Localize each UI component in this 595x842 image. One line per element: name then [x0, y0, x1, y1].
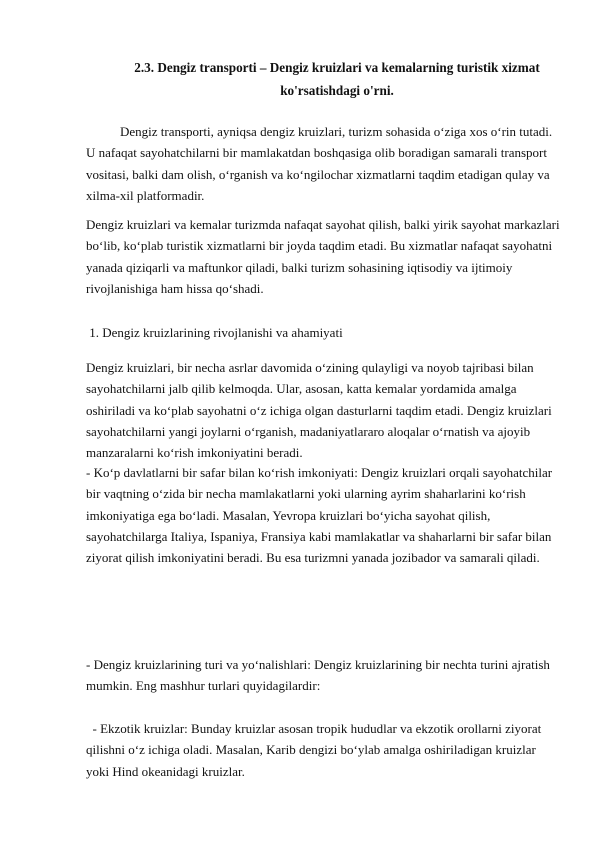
subsection-heading: 1. Dengiz kruizlarining rivojlanishi va ahamiyati	[86, 325, 343, 340]
development-paragraph: Dengiz kruizlari, bir necha asrlar davomida o‘zining qulayligi va noyob tajribasi bilan sayohatchilarni jalb qilib kelmoqda. Ular, asosan, katta kemalar yordamida amalga oshiriladi va ko‘plab sayohatni o‘z ichiga olgan dasturlarni taqdim etadi. Dengiz kruizlari sayohatchilarni yangi joylarni o‘rganish, madaniyatlararo aloqalar o‘rnatish va ajoyib manzaralarni ko‘rish imkoniyatini beradi.	[86, 360, 552, 461]
exotic-cruises-paragraph: - Ekzotik kruizlar: Bunday kruizlar asosan tropik hududlar va ekzotik orollarni ziyorat qilishni o‘z ichiga oladi. Masalan, Karib dengizi bo‘ylab amalga oshiriladigan kruizlar yoki Hind okeanidagi kruizlar.	[86, 721, 545, 779]
types-paragraph: - Dengiz kruizlarining turi va yo‘nalishlari: Dengiz kruizlarining bir nechta turini ajratish mumkin. Eng mashhur turlari quyidagilardir:	[86, 657, 550, 694]
section-title: 2.3. Dengiz transporti – Dengiz kruizlari va kemalarning turistik xizmat ko'rsatishdagi o'rni.	[134, 60, 540, 98]
kruiz-services-paragraph: Dengiz kruizlari va kemalar turizmda nafaqat sayohat qilish, balki yirik sayohat markazlari bo‘lib, ko‘plab turistik xizmatlarni bir joyda taqdim etadi. Bu xizmatlar nafaqat sayohatni yanada qiziqarli va maftunkor qiladi, balki turizm sohasining iqtisodiy va ijtimoiy rivojlanishiga ham hissa qo‘shadi.	[86, 217, 560, 296]
intro-paragraph: Dengiz transporti, ayniqsa dengiz kruizlari, turizm sohasida o‘ziga xos o‘rin tutadi. U nafaqat sayohatchilarni bir mamlakatdan boshqasiga olib boradigan samarali transport vositasi, balki dam olish, o‘rganish va ko‘ngilochar xizmatlarni taqdim etadigan qulay va xilma-xil platformadir.	[86, 124, 553, 203]
multi-country-paragraph: - Ko‘p davlatlarni bir safar bilan ko‘rish imkoniyati: Dengiz kruizlari orqali sayohatchilar bir vaqtning o‘zida bir necha mamlakatlarni yoki ularning ayrim shaharlarini ko‘rish imkoniyatiga ega bo‘ladi. Masalan, Yevropa kruizlari bo‘yicha sayohat qilish, sayohatchilarga Italiya, Ispaniya, Fransiya kabi mamlakatlar va shaharlarni bir safar bilan ziyorat qilish imkoniyatini beradi. Bu esa turizmni yanada jozibador va samarali qiladi.	[86, 465, 553, 566]
